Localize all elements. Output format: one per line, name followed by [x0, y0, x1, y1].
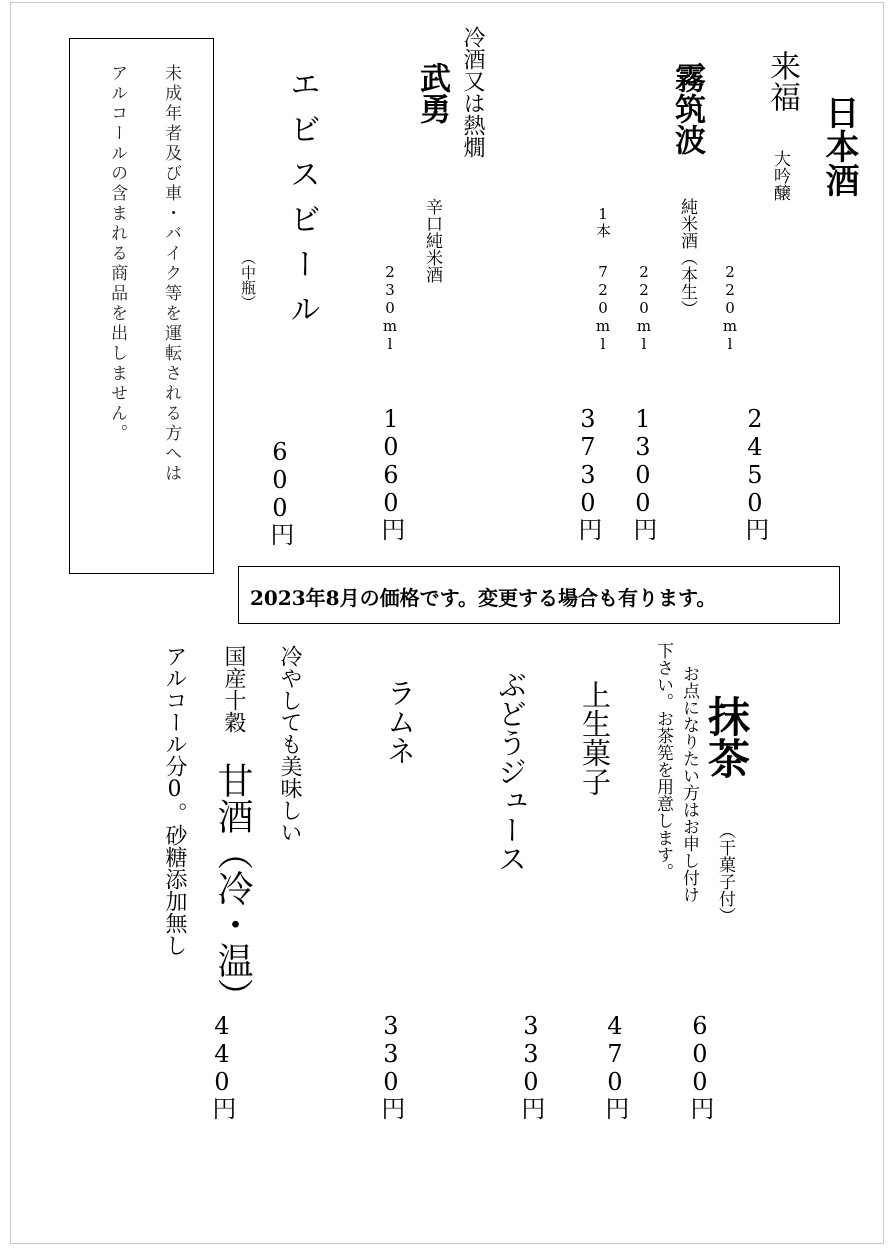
grape-juice-name: ぶどうジュース: [494, 670, 528, 873]
kiritsukuba-size: 220ml: [635, 263, 653, 353]
buyu-grade: 辛口純米酒: [422, 198, 442, 283]
buyu-size: 230ml: [381, 263, 399, 353]
matcha-price: 600円: [685, 1012, 714, 1120]
amazake-name: 甘酒（冷・温）: [212, 762, 253, 1014]
kiritsukuba-bottle-size: 720ml: [594, 263, 612, 353]
buyu-price: 1060円: [376, 405, 405, 541]
amazake-origin: 国産十穀: [221, 645, 246, 733]
matcha-name: 抹茶: [702, 695, 751, 779]
ramune-name: ラムネ: [383, 678, 417, 765]
kiritsukuba-bottle-price: 3730円: [573, 405, 602, 541]
raifuku-grade: 大吟醸: [770, 150, 790, 201]
warning-line-1: 未成年者及び車・バイク等を運転される方へは: [161, 64, 182, 484]
kiritsukuba-price: 1300円: [628, 405, 657, 541]
warning-line-2: アルコールの含まれる商品を出しません。: [107, 64, 128, 444]
raifuku-size: 220ml: [721, 263, 739, 353]
jounamagashi-price: 470円: [600, 1012, 629, 1120]
grape-juice-price: 330円: [516, 1012, 545, 1120]
amazake-desc-1: 冷やしても美味しい: [277, 645, 302, 843]
matcha-note: （干菓子付）: [715, 822, 735, 924]
yebisu-price: 600円: [265, 438, 294, 546]
yebisu-name: エビスビール: [284, 68, 320, 338]
amazake-price: 440円: [207, 1012, 236, 1120]
price-notice: 2023年8月の価格です。変更する場合も有ります。: [250, 586, 717, 610]
raifuku-name: 来福: [764, 50, 800, 112]
kiritsukuba-bottle-label: 1本: [594, 205, 612, 238]
yebisu-size: （中瓶）: [239, 250, 257, 310]
sake-heading: 日本酒: [819, 95, 859, 197]
raifuku-price: 2450円: [740, 405, 769, 541]
kiritsukuba-name: 霧筑波: [669, 62, 705, 155]
buyu-serve: 冷酒又は熱燗: [460, 26, 485, 158]
matcha-desc-1: お点になりたい方はお申し付け: [679, 665, 699, 903]
warning-box: [69, 38, 214, 574]
matcha-desc-2: 下さい。お茶筅を用意します。: [653, 642, 673, 880]
jounamagashi-name: 上生菓子: [578, 680, 612, 796]
kiritsukuba-grade: 純米酒（本生）: [677, 198, 697, 317]
buyu-name: 武勇: [414, 62, 450, 124]
amazake-desc-2: アルコール分0。砂糖添加無し: [162, 645, 187, 956]
ramune-price: 330円: [376, 1012, 405, 1120]
